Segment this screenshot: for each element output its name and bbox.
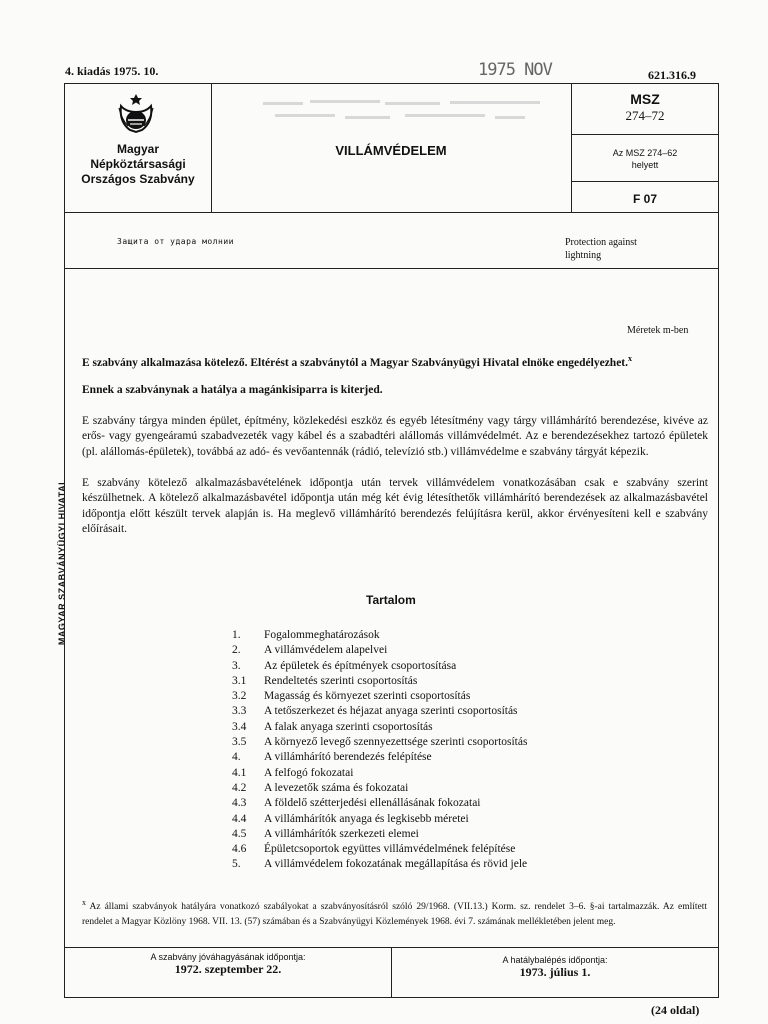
toc-item — [232, 766, 527, 781]
toc-item-number: 3.4 — [232, 720, 247, 733]
toc-item-text: Rendeltetés szerinti csoportosítás — [264, 674, 418, 687]
approval-label: A szabvány jóváhagyásának időpontja: — [150, 952, 306, 962]
scope-paragraph: E szabvány tárgya minden épület, építmény, közlekedési eszköz és egyéb létesítmény vagy tárgy villámhárító berendezése, kivéve az erős- vagy gyengeáramú szabadvezeték vagy kábel és a szabadtéri alállomás villámvédelmét. Az e berendezésekhez tartozó épületek (pl. alállomás-épületek), továbbá az adó- és vevőantennák (rádió, televízió stb.) villámvédelme e szabvány tárgyát képezik. — [82, 415, 708, 458]
received-stamp: 1975 NOV — [478, 60, 552, 80]
toc-item — [232, 674, 527, 689]
toc-title: Tartalom — [366, 593, 416, 607]
faded-imprint — [255, 96, 565, 130]
replaces-note — [572, 147, 718, 171]
standard-code: MSZ — [630, 91, 660, 107]
toc-item-number: 5. — [232, 858, 241, 871]
replaces-line: Az MSZ 274–62 — [612, 148, 678, 158]
toc-item-text: A felfogó fokozatai — [264, 766, 354, 779]
toc-item-number: 4.6 — [232, 843, 247, 856]
toc-item-number: 1. — [232, 629, 241, 641]
toc-item — [232, 643, 527, 658]
toc-item — [232, 704, 527, 719]
header-rule-bottom — [65, 212, 718, 213]
toc-item-number: 2. — [232, 644, 241, 657]
toc-item-text: Az épületek és építmények csoportosítása — [264, 659, 457, 672]
org-line: Magyar — [116, 142, 160, 156]
toc-item — [232, 781, 527, 796]
header-rule-msz — [572, 134, 718, 135]
effective-date: 1973. július 1. — [519, 965, 591, 979]
toc-item-text: A villámvédelem fokozatának megállapítása és rövid jele — [264, 858, 528, 871]
standard-number: 274–72 — [625, 108, 665, 123]
footnote-mark: x — [82, 898, 86, 907]
titles-rule-bottom — [65, 268, 718, 269]
toc-item-number: 4.3 — [232, 797, 247, 810]
footnote-text: Az állami szabványok hatályára vonatkozó szabályokat a szabványosításról szóló 29/1968. (VII.13.) Korm. sz. rendelet 3–6. §-ai tartalmazzák. Az említett rendelet a Magyar Közlöny 1968. VII. 13. (57) számában és a Szabványügyi Közlemények 1968. évi 7. számának mellékletében jelent meg. — [82, 902, 707, 928]
footnote-ref: x — [628, 354, 633, 363]
toc-item-text: A földelő szétterjedési ellenállásának fokozatai — [264, 797, 481, 810]
standard-group: F 07 — [632, 192, 657, 206]
toc-item — [232, 689, 527, 704]
toc-item-text: A levezetők száma és fokozatai — [264, 781, 409, 794]
org-line: Országos Szabvány — [81, 172, 195, 186]
footnote — [82, 895, 707, 930]
english-title — [565, 236, 637, 262]
approval-date-cell — [66, 952, 390, 977]
approval-date: 1972. szeptember 22. — [174, 962, 282, 976]
replaces-line: helyett — [631, 160, 659, 170]
validity-paragraph: E szabvány kötelező alkalmazásbavételének időpontja után tervek villámvédelem vonatkozásában csak e szabvány szerint készülhetnek. A kötelező alkalmazásbavétel időpontja után még két évig létesíthetők villámhárító berendezések az alkalmazásbavétel időpontja előtt készült tervek alapján is. Ha meglevő villámhárító berendezés felújításra kerül, akkor érvényesíteni kell e szabvány előírásait. — [82, 477, 708, 535]
faded-imprint-marks — [255, 96, 565, 130]
toc-item — [232, 857, 527, 872]
toc-item-number: 3.5 — [232, 736, 247, 749]
toc-item — [232, 827, 527, 842]
toc-item-number: 4.1 — [232, 766, 247, 779]
header-rule-replaces — [572, 181, 718, 182]
toc-item-number: 3.1 — [232, 674, 247, 687]
toc-item-number: 4.2 — [232, 781, 247, 794]
side-label: MAGYAR SZABVÁNYÜGYI HIVATAL — [57, 478, 67, 646]
effective-date-cell — [392, 955, 718, 980]
issuing-organization — [66, 142, 210, 187]
standard-title: VILLÁMVÉDELEM — [335, 143, 447, 158]
toc-item-text: A villámvédelem alapelvei — [264, 644, 388, 657]
toc-item-text: Épületcsoportok együttes villámvédelmének felépítése — [264, 843, 516, 856]
toc-item-text: A villámhárítók anyaga és legkisebb méretei — [264, 812, 469, 825]
toc-item — [232, 812, 527, 827]
toc-item-text: A villámhárító berendezés felépítése — [264, 751, 432, 764]
toc-item — [232, 842, 527, 857]
page-count: (24 oldal) — [651, 1003, 700, 1017]
toc-item-number: 4. — [232, 751, 241, 764]
toc-item-text: A falak anyaga szerinti csoportosítás — [264, 720, 433, 733]
toc-item-number: 3.2 — [232, 690, 247, 703]
edition-note: 4. kiadás 1975. 10. — [65, 64, 159, 78]
mandatory-statement — [82, 354, 712, 369]
english-title-line: Protection against — [565, 237, 637, 248]
toc-item-text: A környező levegő szennyezettsége szerinti csoportosítás — [264, 736, 528, 749]
private-scope-statement: Ennek a szabványnak a hatálya a magánkisiparra is kiterjed. — [82, 384, 383, 396]
toc-item-text: Magasság és környezet szerinti csoportosítás — [264, 690, 471, 703]
state-emblem-icon — [116, 90, 156, 136]
toc-item-number: 3. — [232, 659, 241, 672]
russian-title: Защита от удара молнии — [117, 237, 234, 246]
table-of-contents — [232, 628, 527, 873]
toc-item-text: Fogalommeghatározások — [264, 629, 380, 641]
toc-item-number: 3.3 — [232, 705, 247, 718]
effective-label: A hatálybalépés időpontja: — [502, 955, 608, 965]
mandatory-text: E szabvány alkalmazása kötelező. Eltérést a szabványtól a Magyar Szabványügyi Hivatal elnöke engedélyezhet. — [82, 356, 629, 369]
toc-item-text: A villámhárítók szerkezeti elemei — [264, 827, 419, 840]
toc-item-number: 4.4 — [232, 812, 247, 825]
toc-item — [232, 628, 527, 643]
toc-item-number: 4.5 — [232, 827, 247, 840]
english-title-line: lightning — [565, 250, 602, 261]
toc-item-text: A tetőszerkezet és héjazat anyaga szerinti csoportosítás — [264, 705, 518, 718]
toc-item — [232, 659, 527, 674]
units-note: Méretek m-ben — [627, 325, 689, 336]
toc-item — [232, 735, 527, 750]
org-line: Népköztársasági — [90, 157, 186, 171]
toc-item — [232, 796, 527, 811]
udc-number: 621.316.9 — [648, 68, 696, 82]
toc-item — [232, 720, 527, 735]
toc-item — [232, 750, 527, 765]
